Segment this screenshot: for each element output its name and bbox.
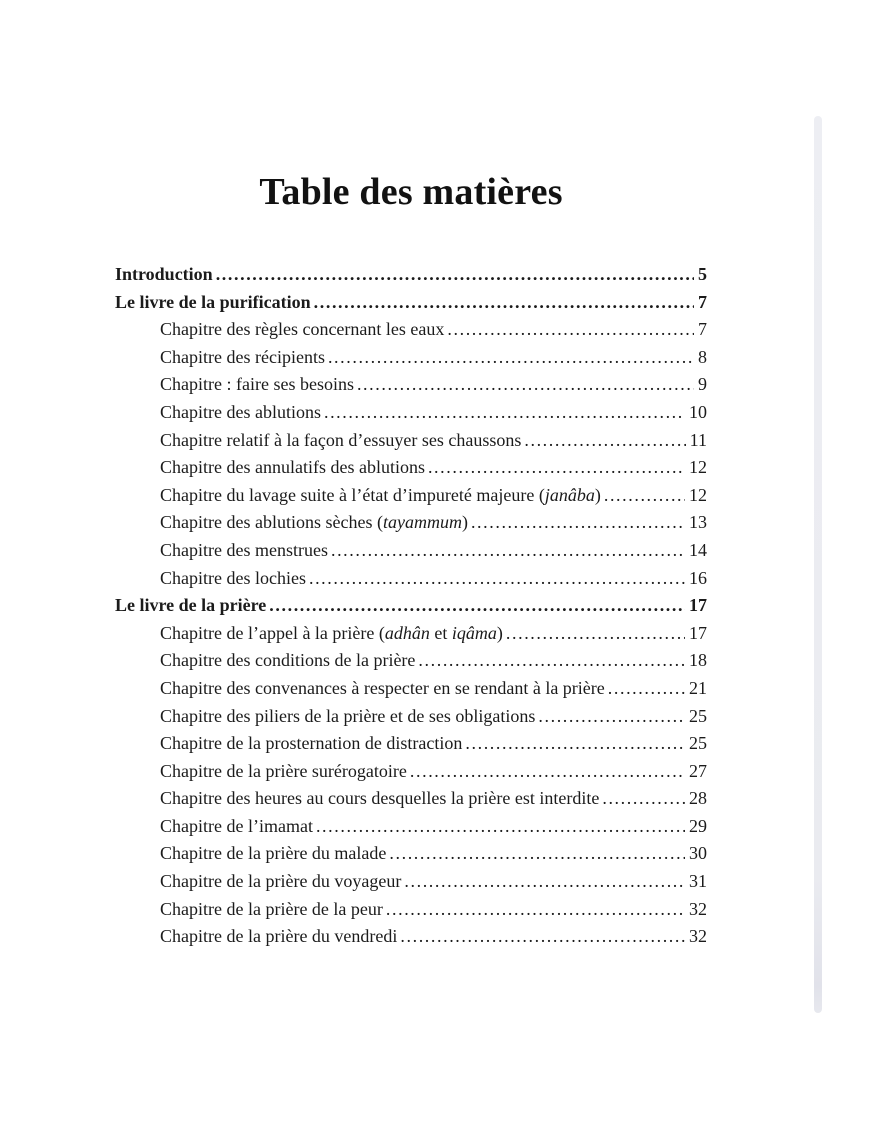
toc-entry-page-number: 27 [689,760,707,781]
toc-entry-page-number: 11 [689,429,707,450]
toc-entry-page-number: 25 [689,733,707,754]
dot-leader [389,840,685,868]
toc-entry-page-number: 7 [698,319,707,340]
toc-entry [115,537,707,565]
toc-entry-page-number: 18 [689,650,707,671]
toc-entry-page-number: 17 [689,595,707,616]
dot-leader [538,703,685,731]
toc-entry-label: Chapitre des ablutions sèches (tayammum) [160,512,468,533]
toc-entry [115,675,707,703]
dot-leader [418,647,685,675]
dot-leader [608,675,685,703]
toc-entry-page-number: 16 [689,567,707,588]
toc-entry-label: Chapitre des annulatifs des ablutions [160,457,425,478]
toc-entry-page-number: 30 [689,843,707,864]
toc-entry-page-number: 17 [689,622,707,643]
toc-entry-label: Chapitre de la prière du malade [160,843,387,864]
dot-leader [216,261,694,289]
dot-leader [471,509,685,537]
toc-entry [115,703,707,731]
toc-entry-page-number: 32 [689,926,707,947]
dot-leader [309,565,685,593]
toc-entry [115,289,707,317]
toc-entry-label: Chapitre des lochies [160,567,306,588]
toc-entry-label: Chapitre de la prosternation de distraction [160,733,463,754]
toc-entry-page-number: 10 [689,401,707,422]
toc-entry-label: Chapitre des récipients [160,346,325,367]
toc-entry [115,454,707,482]
toc-entry [115,813,707,841]
toc-entry [115,427,707,455]
toc-entry [115,758,707,786]
toc-entry [115,730,707,758]
toc-entry-page-number: 13 [689,512,707,533]
toc-entry-label: Chapitre des piliers de la prière et de ses obligations [160,705,536,726]
toc-entry-label: Chapitre de la prière surérogatoire [160,760,407,781]
dot-leader [404,868,685,896]
dot-leader [602,785,685,813]
toc-entry-label: Chapitre de l’appel à la prière (adhân et iqâma) [160,622,503,643]
toc-entry-page-number: 5 [698,264,707,284]
toc-entry-label: Chapitre des heures au cours desquelles la prière est interdite [160,788,600,809]
toc-entry-label: Chapitre des ablutions [160,401,321,422]
toc-entry-label: Chapitre relatif à la façon d’essuyer ses chaussons [160,429,522,450]
dot-leader [314,289,694,317]
toc-entry [115,840,707,868]
toc-entry [115,868,707,896]
toc-entry [115,923,707,951]
toc-entry-page-number: 12 [689,457,707,478]
toc-entry [115,620,707,648]
toc-entry [115,592,707,620]
dot-leader [428,454,685,482]
toc-entry [115,482,707,510]
toc-entry-label: Chapitre des règles concernant les eaux [160,319,445,340]
dot-leader [465,730,685,758]
toc-entry [115,316,707,344]
toc-entry [115,565,707,593]
toc-entry-label: Chapitre de la prière du voyageur [160,871,402,892]
dot-leader [328,344,694,372]
dot-leader [604,482,685,510]
toc-entry-label: Chapitre des convenances à respecter en se rendant à la prière [160,677,605,698]
toc-entry [115,371,707,399]
dot-leader [524,427,685,455]
toc-entry-label: Chapitre des menstrues [160,539,328,560]
dot-leader [357,371,694,399]
toc-entry-label: Chapitre de la prière du vendredi [160,926,398,947]
toc-entry [115,509,707,537]
dot-leader [316,813,685,841]
page-title: Table des matières [259,171,563,213]
toc-entry-page-number: 12 [689,484,707,505]
dot-leader [269,592,685,620]
dot-leader [324,399,685,427]
toc-entry-page-number: 9 [698,374,707,395]
dot-leader [400,923,685,951]
toc-entry-label: Chapitre de la prière de la peur [160,898,383,919]
toc-entry [115,344,707,372]
toc-list [115,261,707,951]
toc-entry-label: Le livre de la prière [115,595,267,616]
toc-entry-page-number: 7 [698,291,707,312]
scrollbar-thumb[interactable] [814,116,822,1013]
toc-entry [115,261,707,289]
toc-entry [115,785,707,813]
toc-entry-label: Chapitre : faire ses besoins [160,374,354,395]
toc-entry-page-number: 21 [689,677,707,698]
toc-entry-page-number: 29 [689,815,707,836]
dot-leader [410,758,685,786]
dot-leader [331,537,685,565]
toc-entry-page-number: 14 [689,539,707,560]
toc-entry [115,647,707,675]
toc-entry-page-number: 8 [698,346,707,367]
dot-leader [506,620,685,648]
toc-entry [115,399,707,427]
toc-entry-page-number: 32 [689,898,707,919]
toc-entry-page-number: 28 [689,788,707,809]
toc-entry-page-number: 25 [689,705,707,726]
dot-leader [447,316,694,344]
toc-entry-label: Chapitre du lavage suite à l’état d’impureté majeure (janâba) [160,484,601,505]
toc-entry-label: Chapitre des conditions de la prière [160,650,416,671]
toc-entry-page-number: 31 [689,871,707,892]
dot-leader [386,896,685,924]
toc-entry-label: Le livre de la purification [115,291,311,312]
toc-entry-label: Introduction [115,264,213,284]
toc-entry [115,896,707,924]
toc-entry-label: Chapitre de l’imamat [160,815,313,836]
